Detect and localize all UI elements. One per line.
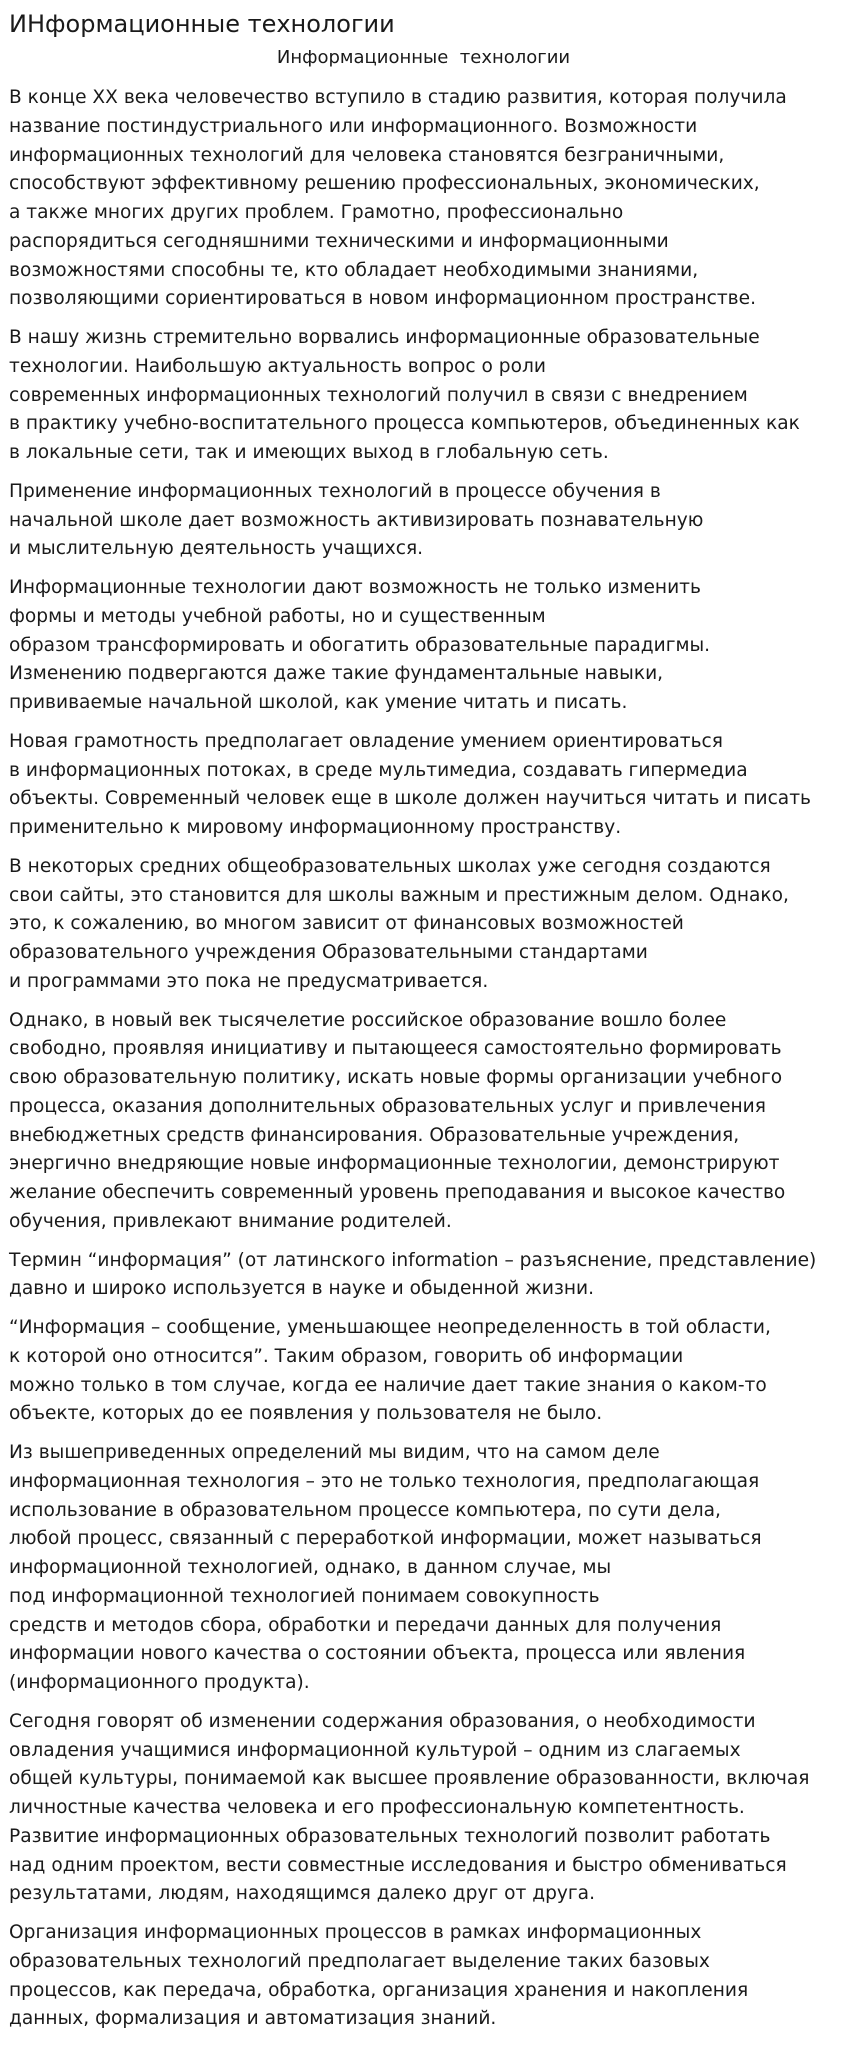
paragraph-10: Из вышеприведенных определений мы видим, что на самом деле информационная технология – это не только технология, предполагающая использование в образовательном процессе компьютера, по сути дела, любой процесс, связанный с переработкой информации, может называться информационной технологией, однако, в данном случае, мы под информационной технологией понимаем совокупность средств и методов сбора, обработки и передачи данных для получения информации нового качества о состоянии объекта, процесса или явления (информационного продукта). (9, 1442, 762, 1693)
paragraph-3: Применение информационных технологий в процессе обучения в начальной школе дает возможность активизировать познавательную и мыслительную деятельность учащихся. (9, 480, 704, 560)
paragraph-7: Однако, в новый век тысячелетие российское образование вошло более свободно, проявляя инициативу и пытающееся самостоятельно формировать свою образовательную политику, искать новые формы организации учебного процесса, оказания дополнительных образовательных услуг и привлечения внебюджетных средств финансирования. Образовательные учреждения, энергично внедряющие новые информационные технологии, демонстрируют желание обеспечить современный уровень преподавания и высокое качество обучения, привлекают внимание родителей. (9, 1009, 786, 1232)
paragraph-1: В конце ХХ века человечество вступило в стадию развития, которая получила название постиндустриального или информационного. Возможности информационных технологий для человека становятся безграничными, способствуют эффективному решению профессиональных, экономических, а также многих других проблем. Грамотно, профессионально распорядиться сегодняшними техническими и информационными возможностями способны те, кто обладает необходимыми знаниями, позволяющими сориентироваться в новом информационном пространстве. (9, 87, 787, 310)
paragraph-5: Новая грамотность предполагает овладение умением ориентироваться в информационных потоках, в среде мультимедиа, создавать гипермедиа объекты. Современный человек еще в школе должен научиться читать и писать применительно к мировому информационному пространству. (9, 730, 811, 838)
paragraph-6: В некоторых средних общеобразовательных школах уже сегодня создаются свои сайты, это становится для школы важным и престижным делом. Однако, это, к сожалению, во многом зависит от финансовых возможностей образовательного учреждения Образовательными стандартами и программами это пока не предусматривается. (9, 855, 789, 992)
paragraph-11: Сегодня говорят об изменении содержания образования, о необходимости овладения учащимися информационной культурой – одним из слагаемых общей культуры, понимаемой как высшее проявление образованности, включая личностные качества человека и его профессиональную компетентность. Развитие информационных образовательных технологий позволит работать над одним проектом, вести совместные исследования и быстро обмениваться результатами, людям, находящимся далеко друг от друга. (9, 1710, 810, 1905)
document-title: ИНформационные технологии (9, 10, 395, 38)
paragraph-4: Информационные технологии дают возможность не только изменить формы и методы учебной работы, но и существенным образом трансформировать и обогатить образовательные парадигмы. Изменению подвергаются даже такие фундаментальные навыки, прививаемые начальной школой, как умение читать и писать. (9, 577, 711, 713)
paragraph-8: Термин “информация” (от латинского information – разъяснение, представление) давно и широко используется в науке и обыденной жизни. (9, 1249, 817, 1300)
paragraph-2: В нашу жизнь стремительно ворвались информационные образовательные технологии. Наибольшую актуальность вопрос о роли современных информационных технологий получил в связи с внедрением в практику учебно-воспитательного процесса компьютеров, объединенных как в локальные сети, так и имеющих выход в глобальную сеть. (9, 327, 800, 463)
document-subtitle: Информационные технологии (276, 47, 571, 68)
paragraph-12: Организация информационных процессов в рамках информационных образовательных технологий предполагает выделение таких базовых процессов, как передача, обработка, организация хранения и накопления данных, формализация и автоматизация знаний. (9, 1922, 749, 2030)
paragraph-9: “Информация – сообщение, уменьшающее неопределенность в той области, к которой оно относится”. Таким образом, говорить об информации можно только в том случае, когда ее наличие дает такие знания о каком-то объекте, которых до ее появления у пользователя не было. (9, 1317, 771, 1425)
